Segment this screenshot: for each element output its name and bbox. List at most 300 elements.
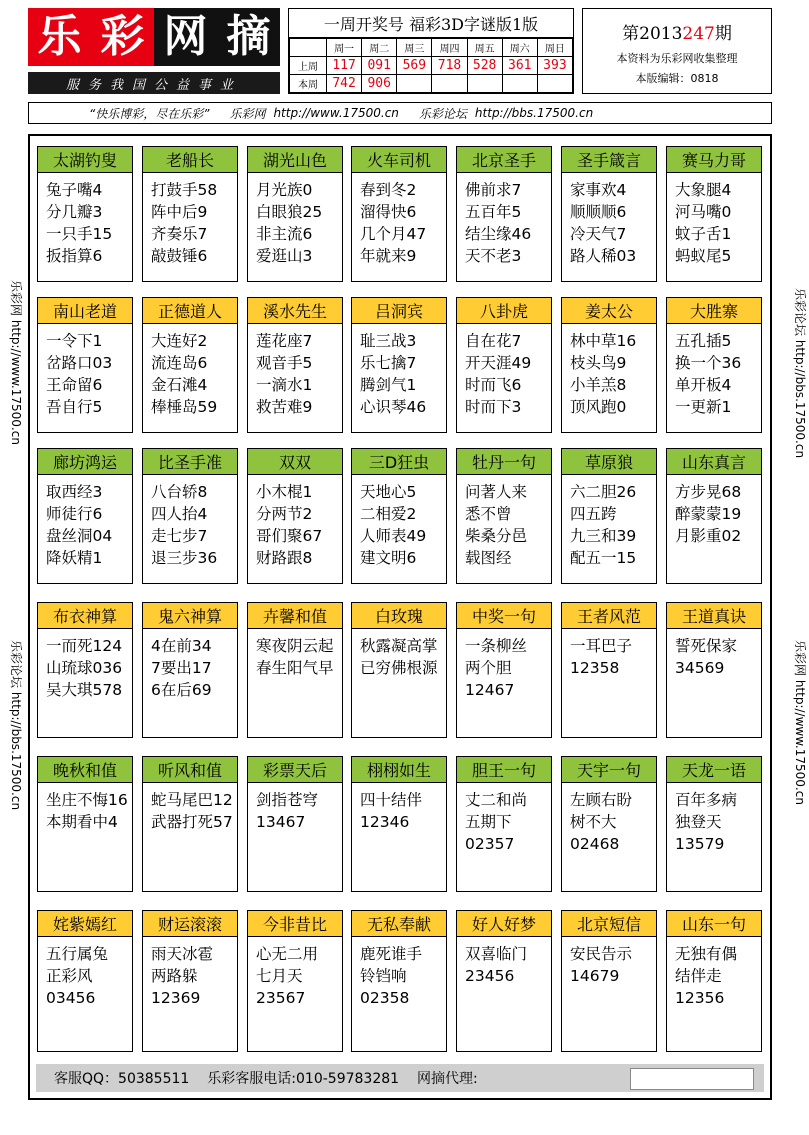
card-line: 4在前34 <box>151 637 212 655</box>
card-line: 一滴水1 <box>256 376 313 394</box>
card-line: 一令下1 <box>46 332 103 350</box>
draw-number <box>397 75 432 93</box>
card-line: 02357 <box>465 835 515 853</box>
card-line: 山琉球036 <box>46 659 123 677</box>
draw-table <box>289 38 573 93</box>
card-line <box>570 701 656 723</box>
card-line: 时而飞6 <box>465 376 522 394</box>
riddle-card <box>351 448 447 584</box>
card-body <box>143 324 237 418</box>
card-body <box>667 937 761 1031</box>
card-line: 春到冬2 <box>360 181 417 199</box>
card-line: 天不老3 <box>465 247 522 265</box>
card-line: 心无二用 <box>256 945 319 963</box>
card-line: 13467 <box>256 813 306 831</box>
logo-char: 摘 <box>217 8 280 66</box>
card-line: 一条柳丝 <box>465 637 528 655</box>
row-label: 上周 <box>290 57 327 75</box>
card-title: 草原狼 <box>562 449 656 475</box>
card-line <box>256 701 342 723</box>
card-title: 牡丹一句 <box>457 449 551 475</box>
weekday-header: 周四 <box>432 39 467 57</box>
card-line <box>360 701 446 723</box>
card-title: 王者风范 <box>562 603 656 629</box>
riddle-card <box>666 756 762 892</box>
draw-number: 361 <box>502 57 537 75</box>
draw-title: 一周开奖号 福彩3D字谜版1版 <box>289 9 573 38</box>
card-body <box>248 629 342 723</box>
card-body <box>562 475 656 569</box>
weekday-header: 周六 <box>502 39 537 57</box>
draw-number: 091 <box>362 57 397 75</box>
card-body <box>352 475 446 569</box>
issue-prefix: 第2013 <box>622 24 683 44</box>
card-line: 12356 <box>675 989 725 1007</box>
card-body <box>248 324 342 418</box>
card-line: 佛前求7 <box>465 181 522 199</box>
logo-char: 彩 <box>91 8 154 66</box>
card-line: 四五跨 <box>570 505 617 523</box>
card-line: 14679 <box>570 967 620 985</box>
card-title: 廊坊鸿运 <box>38 449 132 475</box>
card-title: 山东真言 <box>667 449 761 475</box>
card-line: 左顾右盼 <box>570 791 633 809</box>
card-line: 坐庄不悔16 <box>46 791 128 809</box>
card-line: 七月天 <box>256 967 303 985</box>
last-week-row <box>290 57 573 75</box>
card-line <box>151 1009 237 1031</box>
riddle-grid <box>28 134 772 1100</box>
card-line <box>256 833 342 855</box>
card-line: 林中草16 <box>570 332 637 350</box>
card-body <box>143 475 237 569</box>
site-label: 乐彩网 <box>229 106 266 121</box>
card-body <box>457 324 551 418</box>
draw-number: 718 <box>432 57 467 75</box>
card-line <box>256 1009 342 1031</box>
card-line <box>570 855 656 877</box>
card-line: 五百年5 <box>465 203 522 221</box>
riddle-card <box>351 297 447 433</box>
card-body <box>562 783 656 877</box>
draw-number <box>537 75 572 93</box>
weekday-header: 周三 <box>397 39 432 57</box>
card-title: 中奖一句 <box>457 603 551 629</box>
card-line: 一而死124 <box>46 637 123 655</box>
card-line: 一只手15 <box>46 225 113 243</box>
card-body <box>457 629 551 723</box>
issue-note: 本资料为乐彩网收集整理 <box>616 52 738 65</box>
riddle-card <box>37 297 133 433</box>
card-line: 顶风跑0 <box>570 398 627 416</box>
card-line: 五期下 <box>465 813 512 831</box>
card-body <box>248 475 342 569</box>
card-line: 醉蒙蒙19 <box>675 505 742 523</box>
riddle-card <box>666 910 762 1052</box>
riddle-card <box>456 297 552 433</box>
card-line: 蚊子舌1 <box>675 225 732 243</box>
card-body <box>562 629 656 723</box>
card-line: 棒棰岛59 <box>151 398 218 416</box>
card-title: 大胜寨 <box>667 298 761 324</box>
card-line: 家事欢4 <box>570 181 627 199</box>
riddle-card <box>247 910 343 1052</box>
card-line: 月光族0 <box>256 181 313 199</box>
card-body <box>38 173 132 267</box>
card-line: 寒夜阴云起 <box>256 637 334 655</box>
card-line: 剑指苍穹 <box>256 791 319 809</box>
card-line: 爱逛山3 <box>256 247 313 265</box>
card-line <box>46 833 132 855</box>
card-title: 姹紫嫣红 <box>38 911 132 937</box>
card-line: 耻三战3 <box>360 332 417 350</box>
tagline-bar <box>28 102 772 124</box>
card-line: 金石滩4 <box>151 376 208 394</box>
card-line: 时而下3 <box>465 398 522 416</box>
riddle-card <box>351 146 447 282</box>
card-line: 34569 <box>675 659 725 677</box>
card-line: 大象腿4 <box>675 181 732 199</box>
card-line: 方步晃68 <box>675 483 742 501</box>
card-line: 河马嘴0 <box>675 203 732 221</box>
card-line: 路人稀03 <box>570 247 637 265</box>
card-line <box>151 855 237 877</box>
riddle-card <box>142 910 238 1052</box>
card-line: 四十结伴 <box>360 791 423 809</box>
card-body <box>667 629 761 723</box>
side-text-right-bottom: 乐彩网 http://www.17500.cn <box>793 640 807 805</box>
card-line <box>465 1009 551 1031</box>
card-title: 财运滚滚 <box>143 911 237 937</box>
riddle-card <box>142 297 238 433</box>
card-line: 几个月47 <box>360 225 427 243</box>
riddle-card <box>37 756 133 892</box>
draw-number <box>467 75 502 93</box>
card-line: 人师表49 <box>360 527 427 545</box>
riddle-card <box>666 602 762 738</box>
logo-char: 网 <box>154 8 217 66</box>
card-line: 王命留6 <box>46 376 103 394</box>
card-body <box>562 173 656 267</box>
card-title: 鬼六神算 <box>143 603 237 629</box>
card-line: 一更新1 <box>675 398 732 416</box>
card-line: 蛇马尾巴12 <box>151 791 233 809</box>
tagline-quote: “快乐博彩，尽在乐彩” <box>89 106 210 121</box>
card-title: 北京圣手 <box>457 147 551 173</box>
riddle-card <box>561 910 657 1052</box>
draw-number: 393 <box>537 57 572 75</box>
card-line: 敲鼓锤6 <box>151 247 208 265</box>
footer-agent: 网摘代理: <box>417 1071 478 1087</box>
card-line: 铃铛响 <box>360 967 407 985</box>
row-label: 本周 <box>290 75 327 93</box>
card-line: 乐七擒7 <box>360 354 417 372</box>
card-title: 比圣手准 <box>143 449 237 475</box>
card-line <box>570 987 656 1009</box>
card-line <box>360 1009 446 1031</box>
card-line: 年就来9 <box>360 247 417 265</box>
card-title: 天宇一句 <box>562 757 656 783</box>
card-line: 悉不曾 <box>465 505 512 523</box>
card-body <box>38 475 132 569</box>
card-line: 树不大 <box>570 813 617 831</box>
card-line <box>675 547 761 569</box>
card-line: 白眼狼25 <box>256 203 323 221</box>
card-line: 扳指算6 <box>46 247 103 265</box>
card-body <box>38 324 132 418</box>
riddle-card <box>37 146 133 282</box>
card-body <box>457 173 551 267</box>
draw-number <box>432 75 467 93</box>
card-line: 单开板4 <box>675 376 732 394</box>
card-line: 丈二和尚 <box>465 791 528 809</box>
riddle-card <box>561 297 657 433</box>
card-body <box>667 324 761 418</box>
weekday-header: 周日 <box>537 39 572 57</box>
card-body <box>143 783 237 877</box>
side-text-left-top: 乐彩网 http://www.17500.cn <box>9 280 23 445</box>
issue-number <box>583 19 771 44</box>
riddle-card <box>666 146 762 282</box>
card-body <box>352 937 446 1031</box>
footer-qq: 客服QQ：50385511 <box>54 1071 190 1087</box>
card-body <box>562 324 656 418</box>
riddle-card <box>351 910 447 1052</box>
card-title: 南山老道 <box>38 298 132 324</box>
card-line: 阵中后9 <box>151 203 208 221</box>
draw-number: 528 <box>467 57 502 75</box>
riddle-card <box>247 448 343 584</box>
card-line: 师徒行6 <box>46 505 103 523</box>
card-line: 12369 <box>151 989 201 1007</box>
card-line: 大连好2 <box>151 332 208 350</box>
card-line: 03456 <box>46 989 96 1007</box>
riddle-card <box>142 756 238 892</box>
riddle-card <box>351 602 447 738</box>
card-title: 正德道人 <box>143 298 237 324</box>
card-line: 非主流6 <box>256 225 313 243</box>
card-line: 月影重02 <box>675 527 742 545</box>
card-title: 天龙一语 <box>667 757 761 783</box>
card-line: 天地心5 <box>360 483 417 501</box>
logo-char: 乐 <box>28 8 91 66</box>
card-title: 晚秋和值 <box>38 757 132 783</box>
card-line: 四人抬4 <box>151 505 208 523</box>
card-title: 山东一句 <box>667 911 761 937</box>
card-body <box>457 475 551 569</box>
card-line <box>46 1009 132 1031</box>
card-body <box>248 173 342 267</box>
card-line: 百年多病 <box>675 791 738 809</box>
card-line: 八台轿8 <box>151 483 208 501</box>
card-body <box>457 937 551 1031</box>
card-title: 卉馨和值 <box>248 603 342 629</box>
card-line: 开天涯49 <box>465 354 532 372</box>
card-line: 鹿死谁手 <box>360 945 423 963</box>
issue-suffix: 期 <box>714 24 732 44</box>
logo <box>28 8 280 66</box>
card-line <box>675 679 761 701</box>
card-title: 火车司机 <box>352 147 446 173</box>
weekday-header: 周二 <box>362 39 397 57</box>
riddle-card <box>561 448 657 584</box>
card-line: 取西经3 <box>46 483 103 501</box>
this-week-row <box>290 75 573 93</box>
card-line: 盘丝洞04 <box>46 527 113 545</box>
card-body <box>352 629 446 723</box>
riddle-card <box>456 910 552 1052</box>
card-title: 湖光山色 <box>248 147 342 173</box>
card-title: 太湖钓叟 <box>38 147 132 173</box>
card-line: 走七步7 <box>151 527 208 545</box>
card-line <box>570 679 656 701</box>
card-line <box>675 1009 761 1031</box>
card-body <box>562 937 656 1031</box>
card-line <box>570 1009 656 1031</box>
card-line: 打鼓手58 <box>151 181 218 199</box>
riddle-card <box>561 756 657 892</box>
card-line <box>675 701 761 723</box>
card-line: 吾自行5 <box>46 398 103 416</box>
card-line: 问著人来 <box>465 483 528 501</box>
card-body <box>352 324 446 418</box>
card-title: 无私奉献 <box>352 911 446 937</box>
card-line <box>256 679 342 701</box>
card-title: 今非昔比 <box>248 911 342 937</box>
card-line: 两个胆 <box>465 659 512 677</box>
card-body <box>38 629 132 723</box>
card-line: 九三和39 <box>570 527 637 545</box>
card-line: 12358 <box>570 659 620 677</box>
card-line <box>360 855 446 877</box>
agent-blank-box <box>630 1068 754 1090</box>
riddle-card <box>142 448 238 584</box>
card-line: 已穷佛根源 <box>360 659 438 677</box>
card-line: 结尘缘46 <box>465 225 532 243</box>
card-line <box>256 855 342 877</box>
draw-number: 117 <box>327 57 362 75</box>
footer-bar <box>36 1064 764 1092</box>
card-line: 兔子嘴4 <box>46 181 103 199</box>
card-line: 齐奏乐7 <box>151 225 208 243</box>
riddle-card <box>666 448 762 584</box>
forum-url-link[interactable]: http://bbs.17500.cn <box>474 106 594 120</box>
riddle-card <box>351 756 447 892</box>
card-line: 降妖精1 <box>46 549 103 567</box>
card-body <box>143 173 237 267</box>
weekday-header: 周一 <box>327 39 362 57</box>
riddle-card <box>456 602 552 738</box>
card-title: 溪水先生 <box>248 298 342 324</box>
card-line: 流连岛6 <box>151 354 208 372</box>
edit-number: 本版编辑：0818 <box>635 72 719 85</box>
card-line: 岔路口03 <box>46 354 113 372</box>
issue-num: 247 <box>682 24 715 44</box>
weekday-row <box>290 39 573 57</box>
card-title: 双双 <box>248 449 342 475</box>
site-url-link[interactable]: http://www.17500.cn <box>273 106 399 120</box>
card-line: 本期看中4 <box>46 813 118 831</box>
card-line <box>151 701 237 723</box>
riddle-card <box>37 602 133 738</box>
card-line: 六二胆26 <box>570 483 637 501</box>
card-body <box>667 475 761 569</box>
card-line: 无独有偶 <box>675 945 738 963</box>
card-line <box>46 855 132 877</box>
card-line: 小木棍1 <box>256 483 313 501</box>
card-line: 蚂蚁尾5 <box>675 247 732 265</box>
card-line: 安民告示 <box>570 945 633 963</box>
draw-number: 742 <box>327 75 362 93</box>
riddle-card <box>456 448 552 584</box>
card-title: 栩栩如生 <box>352 757 446 783</box>
card-title: 听风和值 <box>143 757 237 783</box>
riddle-card <box>37 448 133 584</box>
card-line: 独登天 <box>675 813 722 831</box>
card-line: 春生阳气早 <box>256 659 334 677</box>
card-line: 7要出17 <box>151 659 212 677</box>
card-body <box>667 173 761 267</box>
card-line: 莲花座7 <box>256 332 313 350</box>
riddle-card <box>561 146 657 282</box>
card-line: 秋露凝高掌 <box>360 637 438 655</box>
card-title: 吕洞宾 <box>352 298 446 324</box>
card-line: 23456 <box>465 967 515 985</box>
card-body <box>352 783 446 877</box>
card-line: 正彩风 <box>46 967 93 985</box>
card-line: 小羊羔8 <box>570 376 627 394</box>
riddle-card <box>666 297 762 433</box>
card-line: 退三步36 <box>151 549 218 567</box>
card-line <box>46 701 132 723</box>
card-line: 分两节2 <box>256 505 313 523</box>
draw-number <box>502 75 537 93</box>
card-line: 两路躲 <box>151 967 198 985</box>
slogan: 服务我国公益事业 <box>28 72 280 94</box>
card-body <box>667 783 761 877</box>
card-line: 建文明6 <box>360 549 417 567</box>
riddle-card <box>142 602 238 738</box>
card-title: 胆王一句 <box>457 757 551 783</box>
card-line: 顺顺顺6 <box>570 203 627 221</box>
card-line <box>675 855 761 877</box>
card-body <box>248 937 342 1031</box>
card-line: 五孔插5 <box>675 332 732 350</box>
card-line: 13579 <box>675 835 725 853</box>
card-line: 结伴走 <box>675 967 722 985</box>
riddle-card <box>247 602 343 738</box>
card-line: 二相爱2 <box>360 505 417 523</box>
card-line: 12346 <box>360 813 410 831</box>
riddle-card <box>456 756 552 892</box>
issue-box <box>582 8 772 94</box>
riddle-card <box>561 602 657 738</box>
card-line <box>151 833 237 855</box>
card-body <box>38 783 132 877</box>
card-body <box>38 937 132 1031</box>
riddle-card <box>247 146 343 282</box>
draw-results-box <box>288 8 574 94</box>
card-line: 23567 <box>256 989 306 1007</box>
card-line: 枝头鸟9 <box>570 354 627 372</box>
draw-number: 906 <box>362 75 397 93</box>
card-line: 腾剑气1 <box>360 376 417 394</box>
card-title: 布衣神算 <box>38 603 132 629</box>
riddle-card <box>247 756 343 892</box>
card-line: 配五一15 <box>570 549 637 567</box>
card-title: 赛马力哥 <box>667 147 761 173</box>
card-body <box>352 173 446 267</box>
